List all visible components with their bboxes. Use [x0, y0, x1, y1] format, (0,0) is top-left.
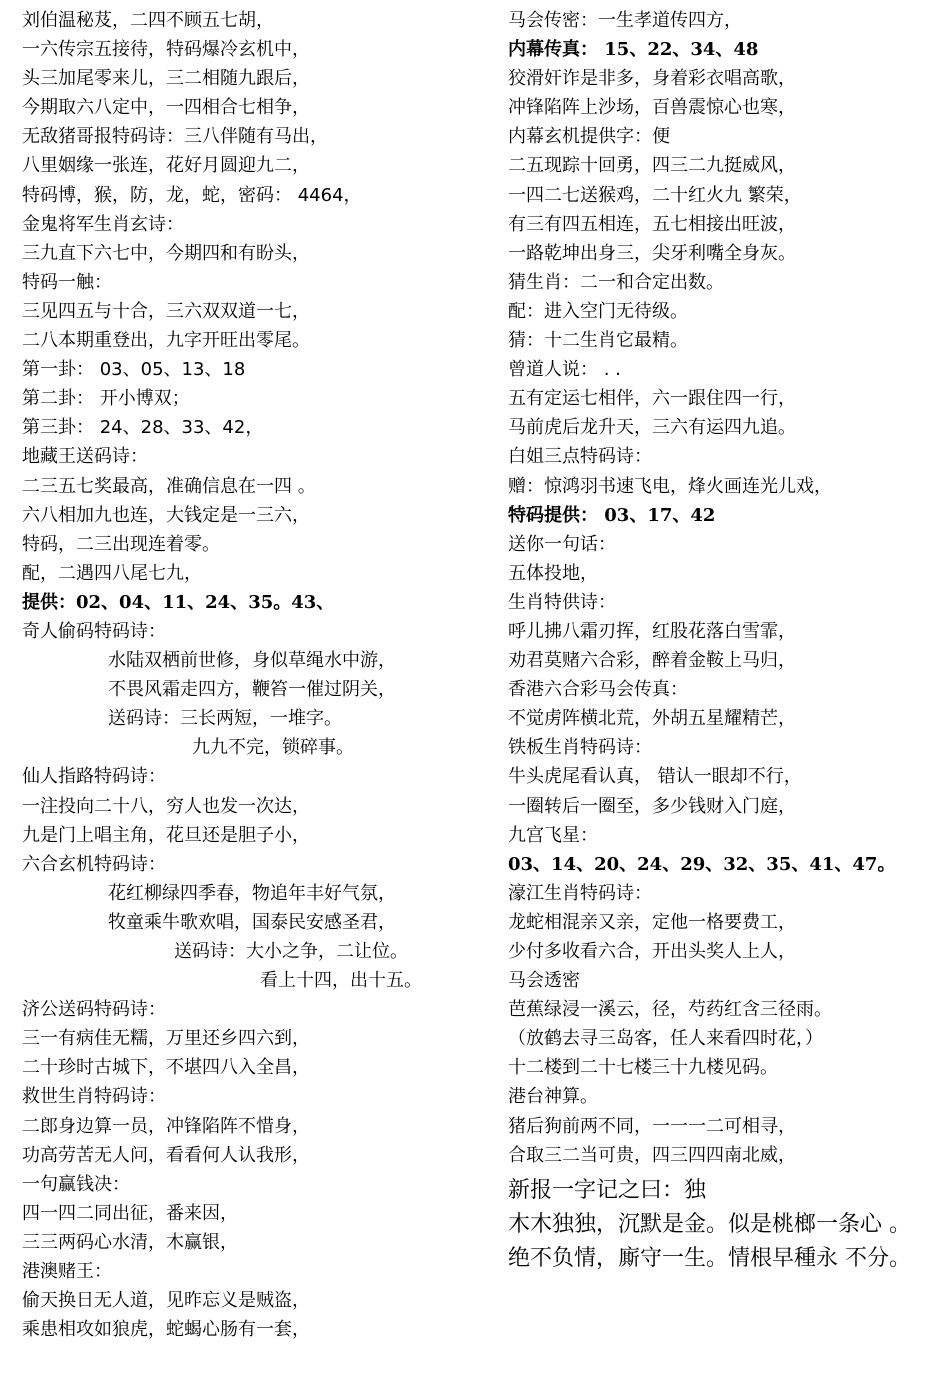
right_column-line: 生肖特供诗： — [508, 591, 616, 613]
right_column-line: 龙蛇相混亲又亲，定他一格要费工， — [508, 911, 796, 933]
left_column-line: 一六传宗五接待，特码爆冷玄机中， — [22, 39, 310, 61]
right_column-line: 白姐三点特码诗： — [508, 446, 652, 468]
left_column-line: 第一卦： 03、05、13、18 — [22, 359, 246, 381]
left_column-line: 六八相加九也连，大钱定是一三六， — [22, 504, 310, 526]
left_column-line: 奇人偷码特码诗： — [22, 620, 166, 642]
right_column-line: 猜：十二生肖它最精。 — [508, 330, 688, 352]
right_column-line: 内幕玄机提供字：便 — [508, 126, 670, 148]
right_column-line: 曾道人说： . . — [508, 359, 621, 381]
right_column-line: 少付多收看六合，开出头奖人上人， — [508, 941, 796, 962]
left_column-line: 配，二遇四八尾七九， — [22, 562, 202, 584]
right_column-line: 有三有四五相连，五七相接出旺波， — [508, 213, 796, 235]
right_column-line: 五有定运七相伴，六一跟住四一行， — [508, 388, 796, 410]
right_column-line: 芭蕉绿浸一溪云，径，芍药红含三径雨。 — [508, 999, 832, 1021]
right_footer-line: 木木独独，沉默是金。似是桃榔一条心 。 — [508, 1211, 911, 1237]
right_column-line: 牛头虎尾看认真， 错认一眼却不行， — [508, 766, 802, 788]
left_column-line: 九是门上唱主角，花旦还是胆子小， — [22, 824, 310, 846]
right_column-line: 送你一句话： — [508, 533, 616, 555]
left_column-line: 水陆双栖前世修，身似草绳水中游， — [108, 650, 396, 672]
left_column-line: 送码诗：大小之争，二让位。 — [174, 941, 408, 962]
left_column-line: 二十珍时古城下，不堪四八入全昌， — [22, 1057, 310, 1079]
left_column-line: 三九直下六七中，今期四和有盼头， — [22, 242, 310, 264]
right_column-line: 濠江生肖特码诗： — [508, 882, 652, 904]
left_column-line: 一句赢钱决： — [22, 1173, 130, 1195]
right_column-line: 马会传密：一生孝道传四方， — [508, 10, 742, 31]
left-column — [22, 6, 484, 1344]
right_column-line: 配：进入空门无待级。 — [508, 300, 688, 322]
left_column-line: 二三五七奖最高，准确信息在一四 。 — [22, 475, 316, 497]
right_column-line: 狡滑奸诈是非多，身着彩衣唱高歌， — [508, 68, 796, 90]
left_column-line: 刘伯温秘芨，二四不顾五七胡， — [22, 10, 274, 31]
right_footer-line: 新报一字记之曰：独 — [508, 1177, 707, 1203]
right_column-line: 一圈转后一圈至，多少钱财入门庭， — [508, 795, 796, 817]
left_column-line: 四一四二同出征，番来因， — [22, 1202, 238, 1224]
left_column-line: 送码诗：三长两短，一堆字。 — [108, 708, 342, 730]
right_column-line: 内幕传真： 15、22、34、48 — [508, 39, 759, 61]
right_column-line: 马前虎后龙升天，三六有运四九追。 — [508, 417, 796, 439]
right_column-line: 03、14、20、24、29、32、35、41、47。 — [508, 853, 896, 875]
left_column-line: 功高劳苦无人问，看看何人认我形， — [22, 1144, 310, 1166]
right_column-line: 一四二七送猴鸡，二十红火九 繁荣， — [508, 184, 802, 206]
left_column-line: 特码博，猴，防，龙，蛇，密码： 4464， — [22, 184, 362, 206]
right_column-line: 马会透密 — [508, 970, 580, 992]
right_column-line: 合取三二当可贵，四三四四南北威， — [508, 1144, 796, 1166]
right_column-line: 赠：惊鸿羽书速飞电，烽火画连光儿戏， — [508, 475, 832, 497]
left_column-line: 九九不完，锁碎事。 — [192, 737, 354, 759]
left_column-line: 花红柳绿四季春，物追年丰好气氛， — [108, 882, 396, 904]
right_column-line: 九宫飞星： — [508, 824, 598, 846]
right-column — [508, 6, 928, 1276]
right_column-line: 铁板生肖特码诗： — [508, 737, 652, 759]
left_column-line: 八里姻缘一张连，花好月圆迎九二， — [22, 155, 310, 177]
right_column-line: 香港六合彩马会传真： — [508, 679, 688, 701]
left_column-line: 港澳赌王： — [22, 1261, 112, 1283]
right_column-line: 五体投地， — [508, 562, 598, 584]
left_column-line: 无敌猪哥报特码诗：三八伴随有马出， — [22, 126, 328, 148]
left_column-line: 救世生肖特码诗： — [22, 1086, 166, 1108]
right_column-line: 特码提供： 03、17、42 — [508, 504, 716, 526]
right_column-line: 十二楼到二十七楼三十九楼见码。 — [508, 1057, 778, 1079]
left_column-line: 提供：02、04、11、24、35。43、 — [22, 591, 335, 613]
right_column-line: 二五现踪十回勇，四三二九挺威风， — [508, 155, 796, 177]
left_column-line: 仙人指路特码诗： — [22, 766, 166, 788]
left_column-line: 特码，二三出现连着零。 — [22, 533, 220, 555]
left_column-line: 地藏王送码诗： — [22, 446, 148, 468]
left_column-line: 金鬼将军生肖玄诗： — [22, 213, 184, 235]
left_column-line: 二郎身边算一员，冲锋陷阵不惜身， — [22, 1115, 310, 1137]
left_column-line: 三三两码心水清，木赢银， — [22, 1231, 238, 1253]
left_column-line: 第二卦： 开小博双； — [22, 388, 190, 410]
left_column-line: 今期取六八定中，一四相合七相争， — [22, 97, 310, 119]
right_column-line: （放鹤去寻三岛客，任人来看四时花，） — [508, 1028, 823, 1050]
right_column-line: 港台神算。 — [508, 1086, 598, 1108]
right_column-line: 猜生肖：二一和合定出数。 — [508, 271, 724, 293]
left_column-line: 一注投向二十八，穷人也发一次达， — [22, 795, 310, 817]
right_column-line: 冲锋陷阵上沙场，百兽震惊心也寒， — [508, 97, 796, 119]
left_column-line: 六合玄机特码诗： — [22, 853, 166, 875]
left_column-line: 三见四五与十合，三六双双道一七， — [22, 300, 310, 322]
right_column-line: 一路乾坤出身三，尖牙利嘴全身灰。 — [508, 242, 796, 264]
left_column-line: 偷天换日无人道，见昨忘义是贼盗， — [22, 1290, 310, 1312]
left_column-line: 济公送码特码诗： — [22, 999, 166, 1021]
left_column-line: 不畏风霜走四方，鞭笞一催过阴关， — [108, 679, 396, 701]
left_column-line: 乘患相攻如狼虎，蛇蝎心肠有一套， — [22, 1319, 310, 1341]
left_column-line: 二八本期重登出，九字开旺出零尾。 — [22, 330, 310, 352]
right_column-line: 猪后狗前两不同，一一一二可相寻， — [508, 1115, 796, 1137]
right_column-line: 劝君莫赌六合彩，醉着金鞍上马归， — [508, 650, 796, 672]
left_column-line: 牧童乘牛歌欢唱，国泰民安感圣君， — [108, 911, 396, 933]
right_footer-line: 绝不负情，廝守一生。情根早種永 不分。 — [508, 1245, 911, 1271]
left_column-line: 第三卦： 24、28、33、42， — [22, 417, 264, 439]
left_column-line: 特码一触： — [22, 271, 112, 293]
left_column-line: 看上十四，出十五。 — [260, 970, 422, 992]
left_column-line: 三一有病佳无糯，万里还乡四六到， — [22, 1028, 310, 1050]
right_column-line: 不觉虏阵横北荒，外胡五星耀精芒， — [508, 708, 796, 730]
left_column-line: 头三加尾零来儿，三二相随九跟后， — [22, 68, 310, 90]
right_column-line: 呼儿拂八霜刃挥，红股花落白雪霏， — [508, 620, 796, 642]
